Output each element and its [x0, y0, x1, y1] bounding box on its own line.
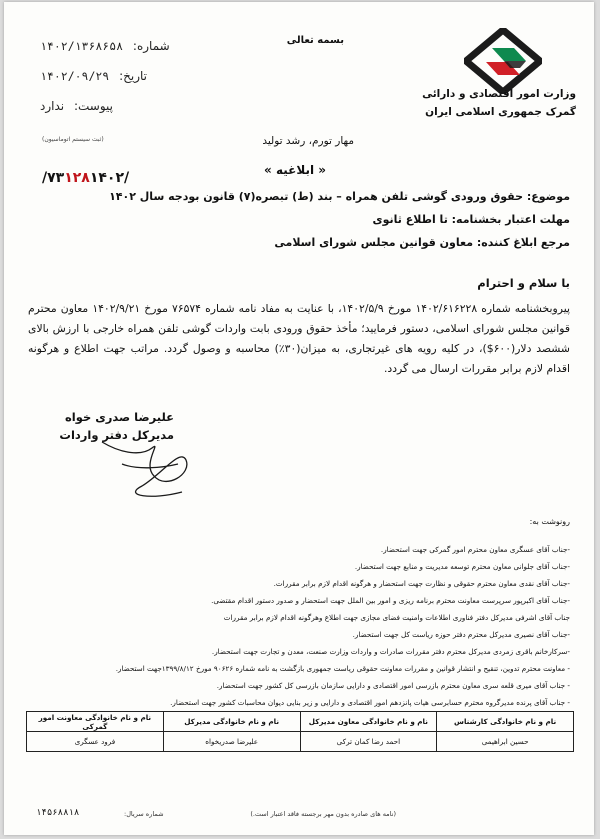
- table-header-cell: نام و نام خانوادگی کارشناس: [437, 712, 574, 732]
- table-cell: فرود عسگری: [27, 732, 164, 752]
- table-header-row: [27, 712, 574, 732]
- date-label: تاریخ:: [119, 69, 147, 83]
- table-row: [27, 732, 574, 752]
- handwritten-signature: [82, 434, 212, 504]
- subject-line: موضوع: حقوق ورودی گوشی تلفن همراه – بند (ط) تبصره(۷) قانون بودجه سال ۱۴۰۲: [109, 190, 570, 203]
- notice-number-year: ۱۴۰۲/: [89, 170, 130, 186]
- cc-item: جناب آقای اشرفی مدیرکل دفتر فناوری اطلاعات وامنیت فضای مجازی جهت اطلاع وهرگونه اقدام لازم برابر مقررات: [223, 613, 570, 622]
- attachment-row: [40, 99, 113, 113]
- system-note: (ثبت سیستم اتوماسیون): [42, 136, 104, 143]
- date-value: ۱۴۰۲/۰۹/۲۹: [40, 69, 110, 83]
- signer-title: مدیرکل دفتر واردات: [59, 428, 174, 442]
- letter-number-row: [40, 39, 170, 53]
- table-cell: علیرضا صدریخواه: [163, 732, 300, 752]
- cc-item: -جناب آقای جلوانی معاون محترم توسعه مدیریت و منابع جهت استحضار.: [354, 562, 570, 571]
- cc-item: -جناب آقای نقدی معاون محترم حقوقی و نظارت جهت استحضار و هرگونه اقدام لازم برابر مقررات.: [273, 579, 570, 588]
- notice-number-prefix: /۷۳: [42, 170, 65, 186]
- cc-item: -جناب آقای نصیری مدیرکل محترم دفتر حوزه ریاست کل جهت استحضار.: [352, 630, 570, 639]
- table-header-cell: نام و نام خانوادگی معاونت امور گمرکی: [27, 712, 164, 732]
- notice-number: [42, 170, 129, 186]
- table-cell: احمد رضا کمان ترکی: [300, 732, 437, 752]
- cc-item: - جناب آقای پرنده مدیرگروه محترم حسابرسی هیات پانزدهم امور اقتصادی و دارایی و زیر بنایی دیوان محاسبات کشور جهت استحضار.: [170, 698, 570, 707]
- cc-item: - معاونت محترم تدوین، تنقیح و انتشار قوانین و مقررات معاونت حقوقی ریاست جمهوری بازگشت به نامه شماره ۹۰۶۲۶ مورخ ۱۳۹۹/۸/۱۲جهت استحضار.: [115, 664, 570, 673]
- attachment-value: ندارد: [40, 99, 65, 113]
- customs-logo: [464, 28, 542, 94]
- cc-item: -سرکارخانم باقری زمردی مدیرکل محترم دفتر مقررات صادرات و واردات وزارت صنعت، معدن و تجارت جهت استحضار.: [211, 647, 570, 656]
- cc-item: -جناب آقای اکبرپور سرپرست معاونت محترم برنامه ریزی و امور بین الملل جهت استحضار و صدور دستور اقدام مقتضی.: [211, 596, 570, 605]
- notice-number-highlight: ۱۲۸: [64, 170, 90, 186]
- year-slogan: مهار تورم، رشد تولید: [262, 135, 354, 147]
- body-paragraph: پیروبخشنامه شماره ۱۴۰۲/۶۱۶۲۲۸ مورخ ۱۴۰۲/۵/۹، با عنایت به مفاد نامه شماره ۷۶۵۷۴ مورخ ۱۴۰۲/۹/۲۱ معاون محترم قوانین مجلس شورای اسلامی، دستور فرمایید؛ مأخذ حقوق ورودی بابت واردات گوشی تلفن همراه خارجی با ارزش بالای ششصد دلار(۶۰۰$)، در کلیه رویه های غیرتجاری، به میزان(۳۰٪) محاسبه و وصول گردد. مراتب جهت اطلاع و هرگونه اقدام لازم برابر مقررات ارسال می گردد.: [28, 302, 570, 375]
- validity-line: مهلت اعتبار بخشنامه: تا اطلاع ثانوی: [372, 213, 570, 226]
- cc-item: - جناب آقای میری قلعه سری معاون محترم بازرسی امور اقتصادی و دارایی سازمان بازرسی کل کشور جهت استحضار.: [216, 681, 570, 690]
- bismillah-heading: بسمه تعالی: [286, 35, 344, 46]
- table-cell: حسین ابراهیمی: [437, 732, 574, 752]
- letter-date-row: [40, 69, 147, 83]
- table-header-cell: نام و نام خانوادگی مدیرکل: [163, 712, 300, 732]
- customs-name: گمرک جمهوری اسلامی ایران: [425, 106, 576, 118]
- number-value: ۱۴۰۲/۱۳۶۸۶۵۸: [40, 39, 124, 53]
- serial-label: شماره سریال:: [124, 810, 164, 818]
- issuer-line: مرجع ابلاغ کننده: معاون قوانین مجلس شورای اسلامی: [274, 236, 570, 249]
- greeting: با سلام و احترام: [477, 276, 570, 290]
- notice-title: « ابلاغیه »: [264, 163, 326, 177]
- signer-name: علیرضا صدری خواه: [65, 410, 174, 424]
- number-label: شماره:: [132, 39, 170, 53]
- cc-item: -جناب آقای عسگری معاون محترم امور گمرکی جهت استحضار.: [380, 545, 570, 554]
- attachment-label: پیوست:: [73, 99, 113, 113]
- serial-value: ۱۴۵۶۸۸۱۸: [36, 808, 80, 818]
- letter-page: [4, 2, 594, 835]
- cc-title: رونوشت به:: [529, 517, 570, 526]
- validity-footnote: (نامه های صادره بدون مهر برجسته فاقد اعتبار است.): [250, 810, 396, 818]
- table-header-cell: نام و نام خانوادگی معاون مدیرکل: [300, 712, 437, 732]
- ministry-name: وزارت امور اقتصادی و دارائی: [422, 88, 576, 100]
- signers-table: [26, 711, 574, 752]
